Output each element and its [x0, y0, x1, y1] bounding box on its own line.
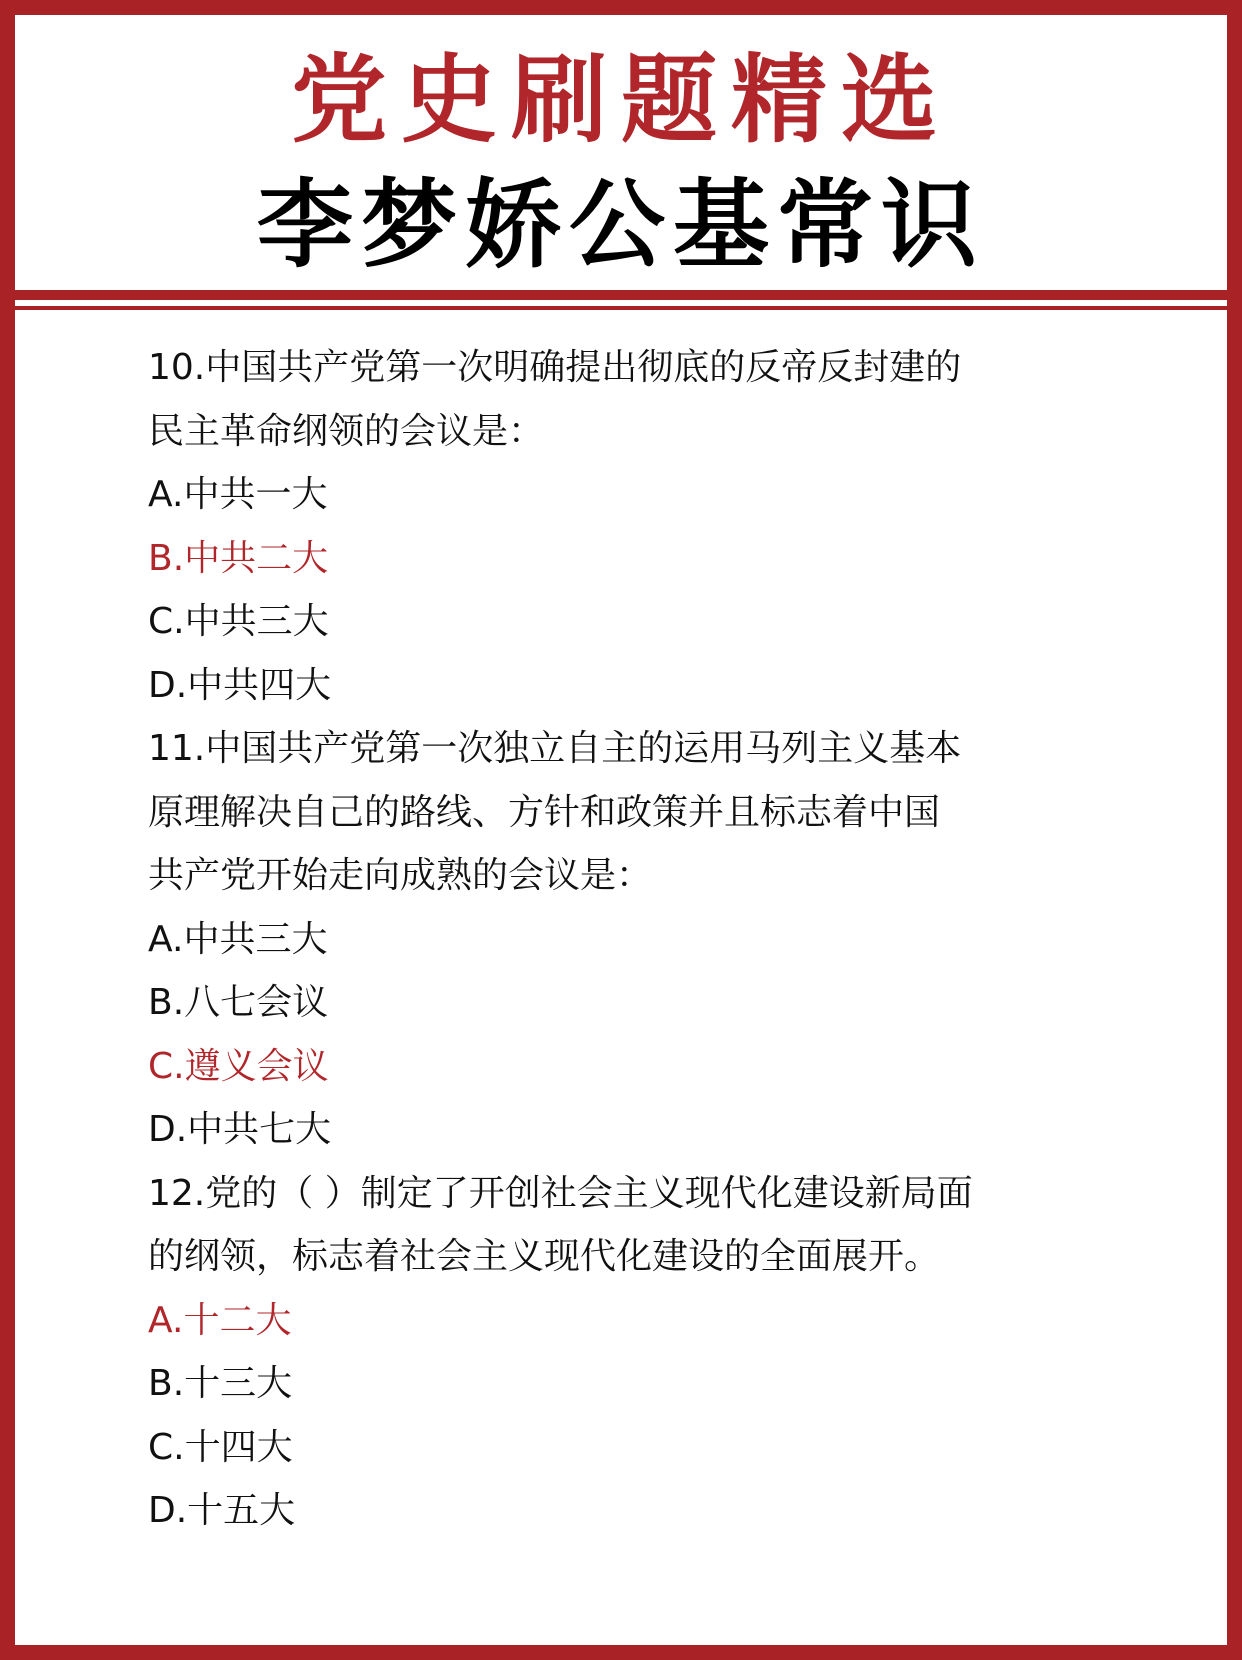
correct-option: A.十二大 [148, 1299, 292, 1341]
option: D.中共四大 [148, 664, 332, 706]
option: D.中共七大 [148, 1109, 332, 1150]
correct-option: B.中共二大 [148, 537, 329, 579]
divider-thin [15, 306, 1227, 310]
question-text: 10.中国共产党第一次明确提出彻底的反帝反封建的 [148, 347, 962, 388]
option: C.中共三大 [148, 601, 329, 642]
question-text: 民主革命纲领的会议是： [148, 410, 545, 452]
option: C.十四大 [148, 1426, 293, 1468]
option: B.八七会议 [148, 982, 329, 1023]
option: A.中共一大 [148, 474, 328, 515]
option: B.十三大 [148, 1363, 293, 1404]
question-block [148, 336, 1108, 717]
option: A.中共三大 [148, 918, 328, 960]
correct-option: C.遵义会议 [148, 1045, 329, 1087]
page-subtitle: 李梦娇公基常识 [257, 169, 985, 281]
question-text: 共产党开始走向成熟的会议是： [148, 855, 653, 896]
question-list [148, 336, 1108, 1543]
question-block [148, 717, 1108, 1162]
question-text: 11.中国共产党第一次独立自主的运用马列主义基本 [148, 728, 962, 769]
question-block [148, 1162, 1108, 1543]
option: D.十五大 [148, 1490, 296, 1531]
divider-thick [15, 290, 1227, 300]
question-text: 原理解决自己的路线、方针和政策并且标志着中国 [148, 791, 941, 833]
question-text: 的纲领，标志着社会主义现代化建设的全面展开。 [148, 1236, 941, 1277]
page-title: 党史刷题精选 [291, 44, 951, 156]
question-text: 12.党的（ ）制定了开创社会主义现代化建设新局面 [148, 1172, 973, 1214]
